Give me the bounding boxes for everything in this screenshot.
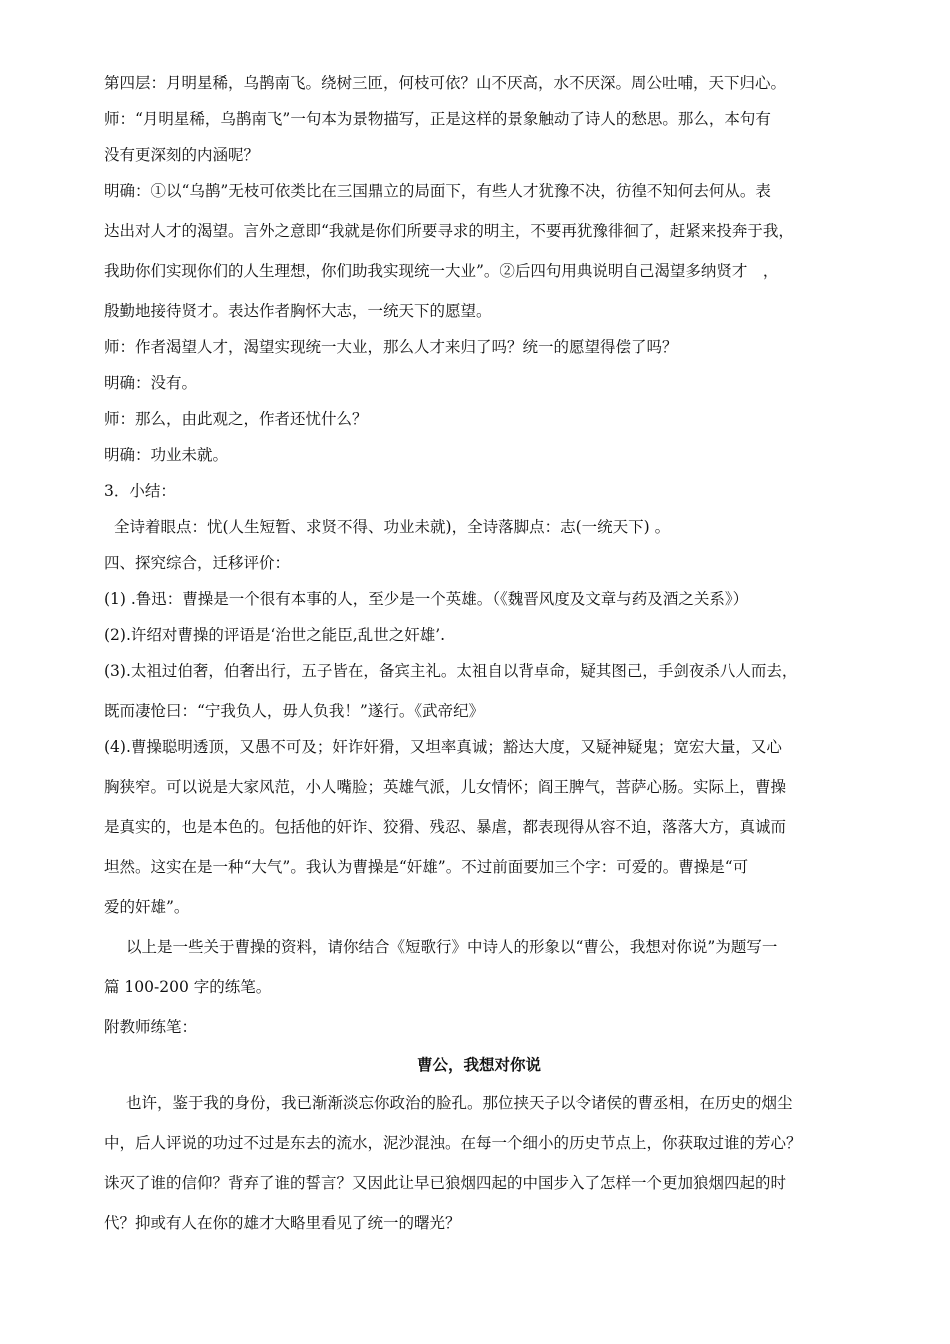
paragraph-line: 明确：没有。: [104, 374, 198, 392]
list-item: (4).曹操聪明透顶，又愚不可及；奸诈奸猾，又坦率真诚；豁达大度，又疑神疑鬼；宽宏大量，又心: [104, 738, 782, 756]
paragraph-line: 中，后人评说的功过不过是东去的流水，泥沙混浊。在每一个细小的历史节点上，你获取过谁的芳心？: [104, 1133, 802, 1152]
essay-title: 曹公，我想对你说: [416, 1055, 541, 1074]
paragraph-line: 坦然。这实在是一种“大气”。我认为曹操是“奸雄”。不过前面要加三个字：可爱的。曹操是“可: [104, 858, 749, 876]
paragraph-line: 明确：①以“乌鹊”无枝可依类比在三国鼎立的局面下，有些人才犹豫不决，彷徨不知何去何从。表: [104, 182, 771, 200]
paragraph-line: 篇 100-200 字的练笔。: [104, 978, 272, 996]
paragraph-line: 也许，鉴于我的身份，我已渐渐淡忘你政治的脸孔。那位挟天子以令诸侯的曹丞相，在历史的烟尘: [126, 1093, 793, 1112]
list-item: (2).许绍对曹操的评语是‘治世之能臣,乱世之奸雄’.: [104, 626, 446, 644]
paragraph-line: 是真实的，也是本色的。包括他的奸诈、狡猾、残忍、暴虐，都表现得从容不迫，落落大方，真诚而: [104, 818, 787, 836]
paragraph-line: 附教师练笔：: [104, 1018, 198, 1036]
paragraph-line: 师：作者渴望人才，渴望实现统一大业，那么人才来归了吗？统一的愿望得偿了吗？: [104, 338, 678, 356]
paragraph-line: 诛灭了谁的信仰？背弃了谁的誓言？又因此让早已狼烟四起的中国步入了怎样一个更加狼烟四起的时: [104, 1173, 787, 1192]
paragraph-line: 以上是一些关于曹操的资料，请你结合《短歌行》中诗人的形象以“曹公，我想对你说”为题写一: [126, 938, 778, 956]
paragraph-line: 殷勤地接待贤才。表达作者胸怀大志，一统天下的愿望。: [104, 302, 492, 320]
paragraph-line: 胸狭窄。可以说是大家风范，小人嘴脸；英雄气派，儿女情怀；阎王脾气，菩萨心肠。实际上，曹操: [104, 778, 787, 796]
paragraph-line: 明确：功业未就。: [104, 446, 229, 464]
paragraph-line: 既而凄怆曰：“宁我负人，毋人负我！”遂行。《武帝纪》: [104, 702, 485, 720]
paragraph-line: 全诗着眼点：忧(人生短暂、求贤不得、功业未就)，全诗落脚点：志(一统天下) 。: [114, 518, 671, 536]
paragraph-line: 第四层：月明星稀，乌鹊南飞。绕树三匝，何枝可依？山不厌高，水不厌深。周公吐哺，天下归心。: [104, 74, 787, 92]
paragraph-line: 师：“月明星稀，乌鹊南飞”一句本为景物描写，正是这样的景象触动了诗人的愁思。那么，本句有: [104, 110, 771, 128]
document-page: [104, 72, 854, 1235]
paragraph-line: 师：那么，由此观之，作者还忧什么？: [104, 410, 368, 428]
paragraph-line: 代？抑或有人在你的雄才大略里看见了统一的曙光？: [104, 1213, 461, 1232]
paragraph-line: 爱的奸雄”。: [104, 898, 190, 916]
paragraph-line: 没有更深刻的内涵呢？: [104, 146, 260, 164]
paragraph-line: 我助你们实现你们的人生理想，你们助我实现统一大业”。②后四句用典说明自己渴望多纳贤才 ，: [104, 262, 779, 280]
section-heading: 四、探究综合，迁移评价：: [104, 554, 291, 572]
list-item: (3).太祖过伯奢，伯奢出行，五子皆在，备宾主礼。太祖自以背卓命，疑其图己，手剑夜杀八人而去，: [104, 662, 798, 680]
paragraph-line: 达出对人才的渴望。言外之意即“我就是你们所要寻求的明主，不要再犹豫徘徊了，赶紧来投奔于我，: [104, 222, 794, 240]
section-heading: 3．小结：: [104, 482, 176, 500]
list-item: (1) .鲁迅：曹操是一个很有本事的人，至少是一个英雄。（《魏晋风度及文章与药及酒之关系》）: [104, 590, 749, 608]
